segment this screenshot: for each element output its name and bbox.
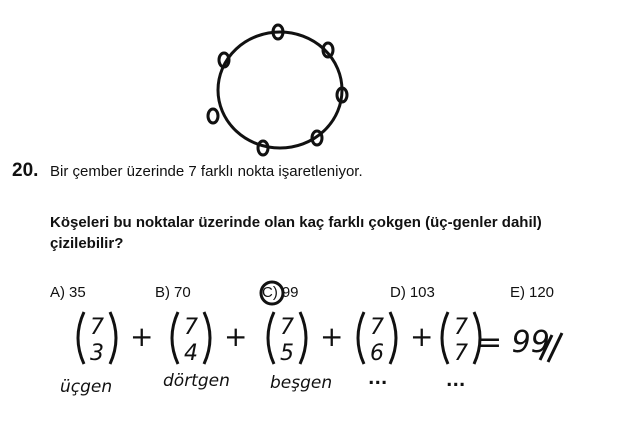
label-ellipsis-2: ... (446, 371, 466, 391)
left-paren (172, 312, 178, 364)
right-paren (110, 312, 116, 364)
label-besgen: beşgen (270, 373, 333, 393)
binomial-term (172, 312, 247, 366)
option-value: 35 (69, 284, 86, 301)
binomial-k: 6 (370, 341, 384, 366)
combination-terms (78, 312, 480, 366)
right-paren (390, 312, 396, 364)
question-number: 20. (12, 160, 39, 181)
left-paren (78, 312, 84, 364)
handwritten-result: = 99 (477, 325, 550, 360)
option-value: 99 (281, 284, 299, 301)
plus-sign: + (130, 320, 154, 353)
option-value: 103 (409, 284, 435, 301)
option-e[interactable] (510, 284, 558, 301)
option-letter: D) (390, 284, 406, 301)
marked-points (208, 25, 347, 155)
binomial-k: 5 (280, 341, 294, 366)
option-a[interactable] (50, 284, 90, 301)
question-prompt: Köşeleri bu noktalar üzerinde olan kaç farklı çokgen (üç-genler dahil) çizilebilir? (50, 214, 542, 252)
binomial-n: 7 (184, 315, 198, 340)
binomial-term (442, 312, 480, 366)
option-letter: E) (510, 284, 525, 301)
plus-sign: + (410, 320, 434, 353)
label-dortgen: dörtgen (163, 371, 230, 391)
option-b[interactable] (155, 284, 195, 301)
binomial-n: 7 (370, 315, 384, 340)
option-value: 70 (174, 284, 191, 301)
option-letter: B) (155, 284, 170, 301)
option-d[interactable] (390, 284, 439, 301)
point-6 (208, 109, 218, 123)
binomial-term (268, 312, 343, 366)
binomial-n: 7 (454, 315, 468, 340)
left-paren (358, 312, 364, 364)
left-paren (442, 312, 448, 364)
plus-sign: + (224, 320, 248, 353)
point-5 (258, 141, 268, 155)
right-paren (204, 312, 210, 364)
plus-sign: + (320, 320, 344, 353)
binomial-n: 7 (280, 315, 294, 340)
option-letter: C) (262, 284, 278, 301)
label-ucgen: üçgen (60, 377, 113, 397)
binomial-term (358, 312, 433, 366)
label-ellipsis-1: ... (368, 369, 388, 389)
handwritten-solution (0, 300, 618, 445)
binomial-k: 7 (454, 341, 468, 366)
binomial-k: 3 (90, 341, 104, 366)
binomial-k: 4 (184, 341, 198, 366)
circle-figure (195, 10, 365, 160)
left-paren (268, 312, 274, 364)
question-stem: Bir çember üzerinde 7 farklı nokta işaretleniyor. (50, 163, 363, 180)
option-value: 120 (529, 284, 555, 301)
binomial-n: 7 (90, 315, 104, 340)
option-letter: A) (50, 284, 65, 301)
right-paren (300, 312, 306, 364)
binomial-term (78, 312, 153, 366)
